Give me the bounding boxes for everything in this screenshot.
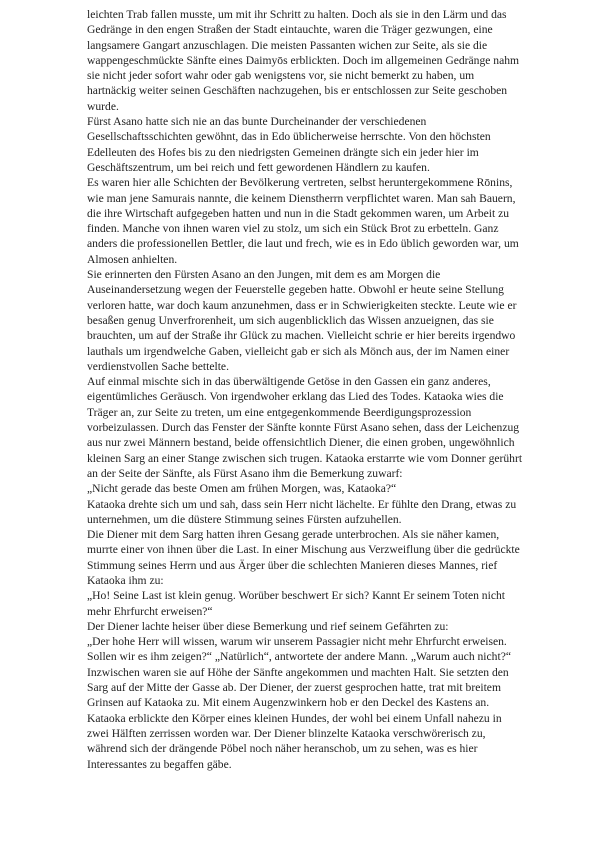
paragraph-7: Kataoka drehte sich um und sah, dass sein Herr nicht lächelte. Er fühlte den Drang, etwas zu unternehmen, um die düstere Stimmung seines Fürsten aufzuhellen. bbox=[87, 497, 517, 526]
paragraph-3: Es waren hier alle Schichten der Bevölkerung vertreten, selbst heruntergekommene Rōnins, wie man jene Samurais nannte, die keinem Dienstherrn verpflichtet waren. Man sah Bauern, die ihre Wirtschaft aufgegeben hatten und nun in die Stadt gekommen waren, um Arbeit zu finden. Manche von ihnen waren viel zu stolz, um sich ein Stück Brot zu erbetteln. Ganz anders die professionellen Bettler, die laut und frech, wie es in Edo üblich geworden war, um Almosen anhielten. bbox=[87, 176, 519, 266]
paragraph-8: Die Diener mit dem Sarg hatten ihren Gesang gerade unterbrochen. Als sie näher kamen, murrte einer von ihnen über die Last. In einer Mischung aus Verzweiflung über die gedrückte Stimmung seines Herrn und aus Ärger über die schlechten Manieren dieses Mannes, rief Kataoka ihm zu: bbox=[87, 528, 520, 587]
paragraph-2: Fürst Asano hatte sich nie an das bunte Durcheinander der verschiedenen Gesellschaftsschichten gewöhnt, das in Edo üblicherweise herrschte. Von den höchsten Edelleuten des Hofes bis zu den niedrigsten Gemeinen drängte sich ein jeder hier im Geschäftszentrum, um bei reich und fett gewordenen Händlern zu kaufen. bbox=[87, 115, 491, 174]
paragraph-10: Der Diener lachte heiser über diese Bemerkung und rief seinem Gefährten zu: bbox=[87, 619, 449, 633]
paragraph-11: „Der hohe Herr will wissen, warum wir unserem Passagier nicht mehr Ehrfurcht erweisen. Sollen wir es ihm zeigen?“ „Natürlich“, antwortete der andere Mann. „Warum auch nicht?“ bbox=[87, 635, 511, 664]
paragraph-5: Auf einmal mischte sich in das überwältigende Getöse in den Gassen ein ganz anderes, eigentümliches Geräusch. Von irgendwoher erklang das Lied des Todes. Kataoka wies die Träger an, zur Seite zu treten, um eine entgegenkommende Beerdigungsprozession vorbeizulassen. Durch das Fenster der Sänfte konnte Fürst Asano sehen, dass der Leichenzug aus nur zwei Männern bestand, beide offensichtlich Diener, die einen groben, ungewöhnlich kleinen Sarg an einer Stange zwischen sich trugen. Kataoka erstarrte wie vom Donner gerührt an der Seite der Sänfte, als Fürst Asano ihm die Bemerkung zuwarf: bbox=[87, 375, 523, 480]
paragraph-4: Sie erinnerten den Fürsten Asano an den Jungen, mit dem es am Morgen die Auseinandersetzung wegen der Feuerstelle gegeben hatte. Obwohl er heute seine Stellung verloren hatte, war doch kaum anzunehmen, dass er in Schwierigkeiten steckte. Leute wie er besaßen genug Unverfrorenheit, um sich augenblicklich das Wissen anzueignen, das sie brauchten, um auf der Straße ihr Glück zu machen. Vielleicht schrie er hier bereits irgendwo lauthals um irgendwelche Gaben, vielleicht gab er sich als Mönch aus, der im Namen einer verdienstvollen Sache bettelte. bbox=[87, 268, 517, 373]
paragraph-1: leichten Trab fallen musste, um mit ihr Schritt zu halten. Doch als sie in den Lärm und das Gedränge in den engen Straßen der Stadt eintauchte, waren die Träger gezwungen, eine langsamere Gangart anzuschlagen. Die meisten Passanten wichen zur Seite, als sie die wappengeschmückte Sänfte eines Daimyōs erblickten. Doch im allgemeinen Gedränge nahm sie nicht jeder sofort wahr oder gab wenigstens vor, sie nicht bemerkt zu haben, um hartnäckig weiter seinen Geschäften nachzugehen, bis er entschlossen zur Seite geschoben wurde. bbox=[87, 8, 520, 113]
paragraph-6: „Nicht gerade das beste Omen am frühen Morgen, was, Kataoka?“ bbox=[87, 482, 397, 496]
paragraph-13: Kataoka erblickte den Körper eines kleinen Hundes, der wohl bei einem Unfall nahezu in zwei Hälften zerrissen worden war. Der Diener blinzelte Kataoka verschwörerisch zu, während sich der drängende Pöbel noch näher heranschob, um zu sehen, was es hier Interessantes zu begaffen gäbe. bbox=[87, 711, 502, 771]
paragraph-12: Inzwischen waren sie auf Höhe der Sänfte angekommen und machten Halt. Sie setzten den Sarg auf der Mitte der Gasse ab. Der Diener, der zuerst gesprochen hatte, trat mit breitem Grinsen auf Kataoka zu. Mit einem Augenzwinkern hob er den Deckel des Kastens an. bbox=[87, 665, 509, 710]
paragraph-9: „Ho! Seine Last ist klein genug. Worüber beschwert Er sich? Kannt Er seinem Toten nicht mehr Ehrfurcht erweisen?“ bbox=[87, 589, 505, 618]
book-page-text bbox=[87, 7, 523, 772]
